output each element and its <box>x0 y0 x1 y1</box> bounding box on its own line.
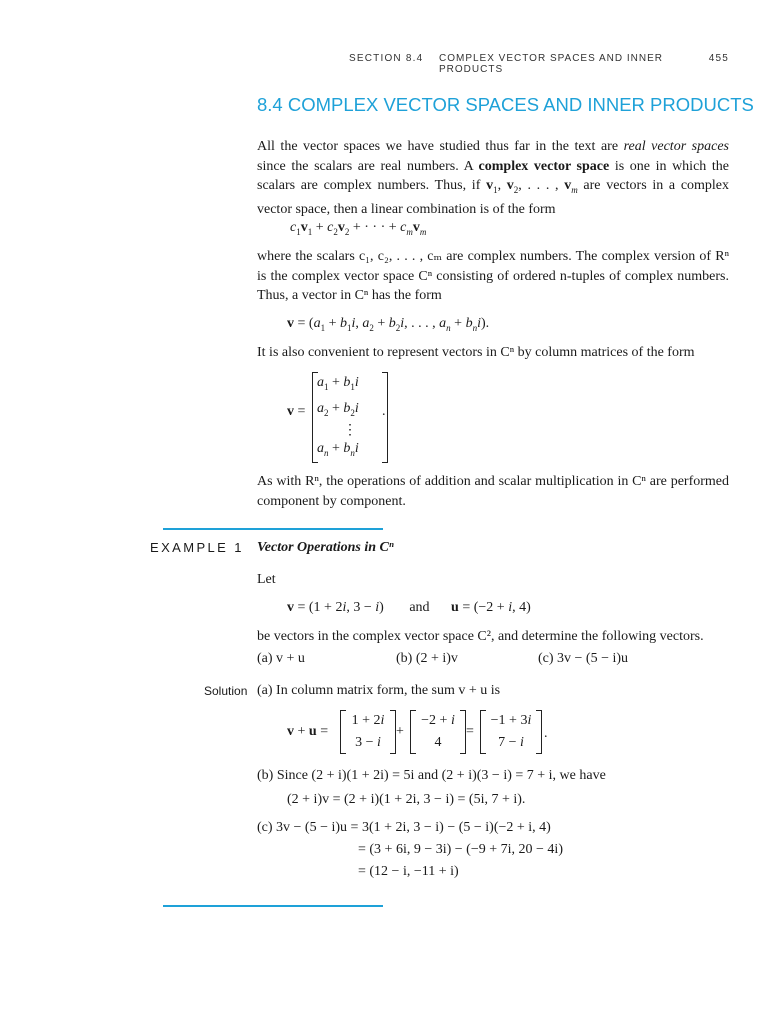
part-a: (a) v + u <box>257 651 305 666</box>
running-head-title: COMPLEX VECTOR SPACES AND INNER PRODUCTS <box>439 53 664 75</box>
example-label: EXAMPLE 1 <box>150 540 244 555</box>
page-number: 455 <box>708 53 729 64</box>
example-let: Let <box>257 572 276 587</box>
matrix-v: 1 + 2i 3 − i <box>340 710 396 754</box>
matrix-u: −2 + i 4 <box>410 710 466 754</box>
running-head-section: SECTION 8.4 <box>349 53 424 64</box>
example-top-rule <box>163 528 383 530</box>
given-vectors: v = (1 + 2i, 3 − i) and u = (−2 + i, 4) <box>287 600 531 615</box>
solution-c-line-1: (c) 3v − (5 − i)u = 3(1 + 2i, 3 − i) − (5 − i)(−2 + i, 4) <box>257 820 551 835</box>
example-instruction: be vectors in the complex vector space C², and determine the following vectors. <box>257 629 704 644</box>
solution-b-line-1: (b) Since (2 + i)(1 + 2i) = 5i and (2 + i)(3 − i) = 7 + i, we have <box>257 768 606 783</box>
linear-combination-equation: $c_1v_1 + c_2v_2$ + · · · + $c_mv_m$ <box>290 220 427 237</box>
intro-paragraph-3: It is also convenient to represent vectors in Cⁿ by column matrices of the form <box>257 345 695 360</box>
example-bottom-rule <box>163 905 383 907</box>
vector-form-equation: $v = (a_1 + b_1i$, $a_2 + b_2i$, . . . , $a_n + b_ni$). <box>287 316 490 333</box>
column-matrix: $a_1 + b_1i$ $a_2 + b_2i$ ⋮ $a_n + b_ni$ <box>312 372 388 463</box>
part-c: (c) 3v − (5 − i)u <box>538 651 629 666</box>
column-vector-label: v = <box>287 404 306 419</box>
solution-label: Solution <box>204 684 248 698</box>
section-heading: 8.4 COMPLEX VECTOR SPACES AND INNER PRODUCTS <box>257 94 754 115</box>
intro-paragraph-2: where the scalars c₁, c₂, . . . , cₘ are complex numbers. The complex version of Rⁿ is the complex vector space Cⁿ consisting of ordered n-tuples of complex numbers. Thus, a vector in Cⁿ has the form <box>257 249 729 303</box>
solution-c-line-3: = (12 − i, −11 + i) <box>358 864 459 879</box>
example-title: Vector Operations in Cⁿ <box>257 540 394 555</box>
running-head <box>349 53 729 75</box>
intro-paragraph-1: All the vector spaces we have studied thus far in the text are real vector spaces since the scalars are real numbers. A complex vector space is one in which the scalars are complex numbers. Thus, if $v_1$, $v_2$, . . . , $v_m$ are vectors in a complex vector space, then a linear combination is of the form <box>257 139 730 218</box>
intro-paragraph-4: As with Rⁿ, the operations of addition and scalar multiplication in Cⁿ are performed component by component. <box>257 474 729 509</box>
matrix-sum: −1 + 3i 7 − i <box>480 710 542 754</box>
solution-c-line-2: = (3 + 6i, 9 − 3i) − (−9 + 7i, 20 − 4i) <box>358 842 563 857</box>
solution-a-intro: (a) In column matrix form, the sum v + u is <box>257 683 501 698</box>
matrix-sum-label: v + u = <box>287 724 329 739</box>
part-b: (b) (2 + i)v <box>396 651 458 666</box>
solution-b-line-2: (2 + i)v = (2 + i)(1 + 2i, 3 − i) = (5i, 7 + i). <box>287 792 526 807</box>
